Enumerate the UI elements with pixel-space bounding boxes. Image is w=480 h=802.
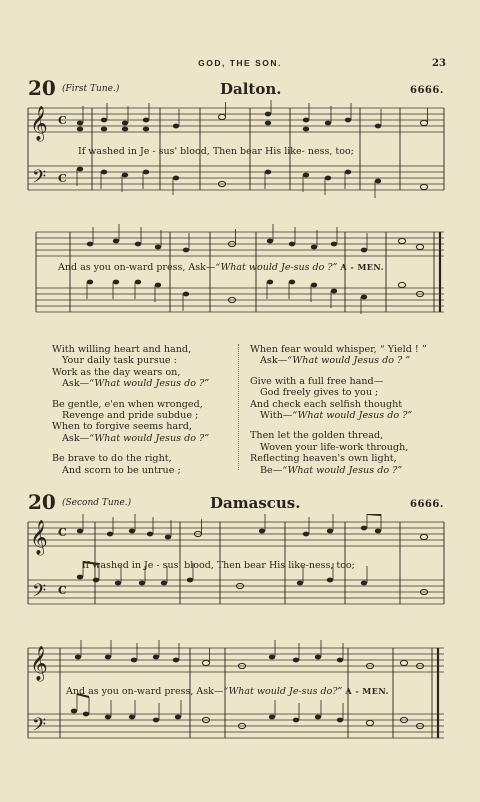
- lyric-line: If washed in Je - sus' blood, Then bear His like- ness, too;: [78, 146, 354, 157]
- tune-label: (First Tune.): [62, 84, 120, 94]
- stanza-line: Ask—“What would Jesus do ?”: [62, 378, 210, 390]
- stanza-line: Be—“What would Jesus do ?”: [260, 464, 403, 476]
- lyric-italic: “What would Je-sus do ?”: [215, 262, 338, 273]
- bass-staff: [28, 714, 444, 738]
- stanza-line: Be gentle, e'en when wronged,: [52, 398, 203, 410]
- stanza-line: Be brave to do the right,: [52, 453, 172, 465]
- stanza-line: Reflecting heaven's own light,: [250, 453, 397, 465]
- stanza-line: Ask—“What would Jesus do ? ”: [260, 355, 411, 367]
- time-signature: C: [58, 172, 67, 185]
- stanzas-right: [250, 344, 427, 476]
- stanza-line: And check each selfish thought: [250, 398, 403, 410]
- treble-staff: [28, 648, 444, 672]
- stanza-line: And scorn to be untrue ;: [62, 464, 181, 476]
- running-head: GOD, THE SON.: [198, 58, 282, 68]
- stanza-line: Give with a full free hand—: [250, 375, 384, 387]
- treble-staff: [28, 522, 444, 546]
- lyric-italic: “What would Je-sus do?”: [223, 686, 343, 697]
- tune-name: Damascus.: [210, 494, 301, 512]
- stanza-line: Your daily task pursue :: [62, 355, 177, 367]
- page-number: 23: [432, 58, 446, 69]
- amen-label: A - MEN.: [345, 686, 389, 696]
- stanza-line: Work as the day wears on,: [52, 366, 181, 378]
- stanza-line: When to forgive seems hard,: [52, 421, 192, 433]
- stanza-line: Then let the golden thread,: [250, 430, 384, 442]
- lyric-line: If washed in Je - sus' blood, Then bear His like-ness, too;: [82, 560, 355, 571]
- hymn-number: 20: [28, 76, 56, 100]
- tune-label: (Second Tune.): [62, 498, 132, 508]
- notes: [77, 514, 428, 595]
- bass-clef-icon: 𝄢: [32, 581, 47, 606]
- treble-staff: [36, 232, 444, 256]
- stanzas-left: [52, 344, 209, 476]
- bass-clef-icon: 𝄢: [32, 715, 47, 740]
- treble-clef-icon: 𝄞: [30, 520, 48, 555]
- notes: [71, 640, 424, 729]
- stanza-line: Ask—“What would Jesus do ?”: [62, 432, 210, 444]
- treble-clef-icon: 𝄞: [30, 106, 48, 141]
- stanza-line: Revenge and pride subdue ;: [62, 410, 199, 422]
- stanza-line: God freely gives to you ;: [260, 387, 379, 399]
- column-divider: [238, 344, 239, 470]
- lyric-line: [58, 262, 384, 273]
- time-signature: C: [58, 526, 67, 539]
- bass-staff: [36, 288, 444, 312]
- time-signature: C: [58, 584, 67, 597]
- bass-staff: [28, 580, 444, 604]
- bass-staff: [28, 166, 444, 190]
- music-system: [0, 224, 480, 336]
- time-signature: C: [58, 114, 67, 127]
- bass-clef-icon: 𝄢: [32, 167, 47, 192]
- amen-label: A - MEN.: [340, 262, 384, 272]
- stanza-line: With—“What would Jesus do ?”: [260, 410, 413, 422]
- lyric-plain: And as you on-ward press, Ask—: [58, 262, 216, 273]
- treble-staff: [28, 108, 444, 132]
- hymn-number: 20: [28, 490, 56, 514]
- stanza-line: Woven your life-work through,: [260, 441, 409, 453]
- stanza-line: With willing heart and hand,: [52, 344, 192, 355]
- meter: 6666.: [410, 499, 444, 510]
- lyric-plain: And as you on-ward press, Ask—: [66, 686, 224, 697]
- stanza-line: When fear would whisper, “ Yield ! ”: [250, 344, 427, 355]
- tune-name: Dalton.: [220, 80, 282, 98]
- lyric-line: [66, 686, 389, 697]
- meter: 6666.: [410, 85, 444, 96]
- treble-clef-icon: 𝄞: [30, 646, 48, 681]
